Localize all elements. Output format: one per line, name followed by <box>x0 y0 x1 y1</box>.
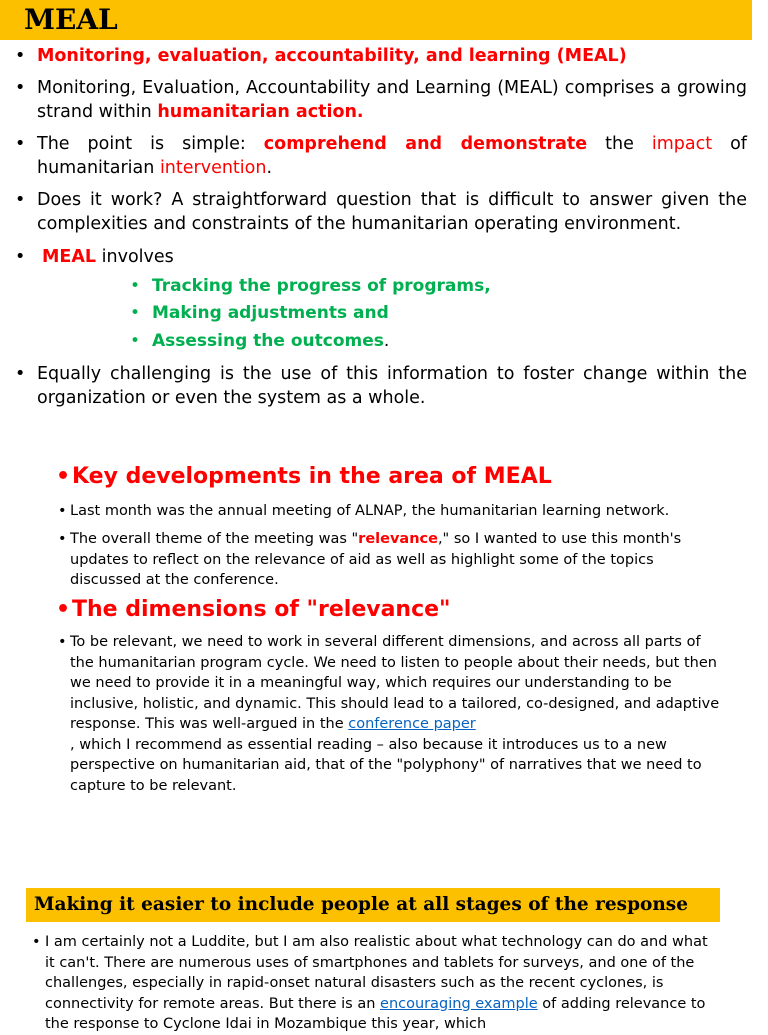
bullet-glyph: • <box>15 78 26 98</box>
paragraph-text: To be relevant, we need to work in several different dimensions, and across all parts of the humanitarian program cycle. We need to listen to people about their needs, but then we need to provide it in a meaningful way, which requires our understanding to be inclusive, holistic, and dynamic. This should lead to a tailored, co-designed, and adaptive response. This was well-argued in the <box>70 634 720 732</box>
title-banner <box>0 0 752 40</box>
highlight-relevance: relevance <box>358 531 438 547</box>
highlight-comprehend: comprehend and demonstrate <box>263 134 588 154</box>
paragraph-text: , which I recommend as essential reading – also because it introduces us to a new perspective on humanitarian aid, that of the "polyphony" of narratives that we need to capture to be relevant. <box>70 736 702 794</box>
paragraph-to-be-relevant <box>58 632 720 796</box>
bullet-meal-strand <box>15 76 747 124</box>
bullet-glyph: • <box>130 331 141 351</box>
highlight-humanitarian-action: humanitarian action. <box>157 102 364 122</box>
bullet-does-it-work <box>15 188 747 236</box>
bullet-glyph: • <box>56 464 71 489</box>
highlight-intervention: intervention <box>159 158 267 178</box>
sub-bullet-text: Tracking the progress of programs, <box>152 276 491 296</box>
bullet-glyph: • <box>58 503 67 519</box>
bullet-text: of humanitarian <box>37 134 747 178</box>
section-heading: Making it easier to include people at all stages of the response <box>34 894 688 915</box>
sub-bullet-assessing <box>130 327 712 355</box>
bullet-text: Monitoring, evaluation, accountability, and learning (MEAL) <box>37 46 627 66</box>
bullet-point-simple <box>15 132 747 180</box>
bullet-glyph: • <box>15 46 26 66</box>
page-title: MEAL <box>24 3 118 36</box>
bullet-glyph: • <box>58 634 67 650</box>
paragraph-text: of adding relevance to the response to Cyclone Idai in Mozambique this year, which <box>45 995 706 1032</box>
section-banner-include-people <box>26 888 720 922</box>
conference-paper-link[interactable]: conference paper <box>348 716 476 732</box>
highlight-impact: impact <box>651 134 713 154</box>
bullet-glyph: • <box>58 531 67 547</box>
sub-bullet-text: Making adjustments and <box>152 303 389 323</box>
sub-bullet-end: . <box>383 331 390 351</box>
sub-bullet-tracking <box>130 272 712 300</box>
bullet-glyph: • <box>32 934 41 950</box>
paragraph-text: Last month was the annual meeting of ALNAP, the humanitarian learning network. <box>70 503 670 519</box>
paragraph-text: The overall theme of the meeting was " <box>70 531 359 547</box>
bullet-text: involves <box>96 247 174 267</box>
sub-bullet-text: Assessing the outcomes <box>152 331 384 351</box>
bullet-glyph: • <box>130 303 141 323</box>
bullet-glyph: • <box>15 190 26 210</box>
paragraph-alnap-meeting <box>58 501 720 522</box>
bullet-text: Does it work? A straightforward question that is difficult to answer given the complexities and constraints of the humanitarian operating environment. <box>37 190 747 234</box>
bullet-text: Monitoring, Evaluation, Accountability and Learning (MEAL) comprises a growing strand within <box>37 78 747 122</box>
bullet-glyph: • <box>15 364 26 384</box>
bullet-glyph: • <box>15 247 26 267</box>
bullet-text: the <box>587 134 652 154</box>
paragraph-relevance-theme <box>58 529 720 591</box>
paragraph-text: ," so I wanted to use this month's updates to reflect on the relevance of aid as well as highlight some of the topics discussed at the conference. <box>70 531 682 588</box>
bullet-text: Equally challenging is the use of this information to foster change within the organization or even the system as a whole. <box>37 364 747 408</box>
paragraph-text: I am certainly not a Luddite, but I am also realistic about what technology can do and what it can't. There are numerous uses of smartphones and tablets for surveys, and one of the challenges, especially in rapid-onset natural disasters such as the recent cyclones, is connectivity for remote areas. But there is an <box>45 934 708 1012</box>
bullet-meal-definition <box>15 44 747 68</box>
bullet-glyph: • <box>130 276 141 296</box>
bullet-equally-challenging <box>15 362 747 410</box>
bullet-glyph: • <box>56 597 71 622</box>
bullet-glyph: • <box>15 134 26 154</box>
heading-text: Key developments in the area of MEAL <box>72 464 552 489</box>
heading-text: The dimensions of "relevance" <box>72 597 451 622</box>
encouraging-example-link[interactable]: encouraging example <box>380 995 538 1012</box>
highlight-meal: MEAL <box>42 247 97 267</box>
heading-dimensions-relevance <box>56 596 742 624</box>
bullet-text: The point is simple: <box>37 134 264 154</box>
heading-key-developments <box>56 463 742 491</box>
sub-bullet-adjustments <box>130 299 712 327</box>
bullet-text: . <box>266 158 273 178</box>
bullet-meal-involves <box>15 245 747 269</box>
paragraph-luddite <box>32 932 710 1035</box>
